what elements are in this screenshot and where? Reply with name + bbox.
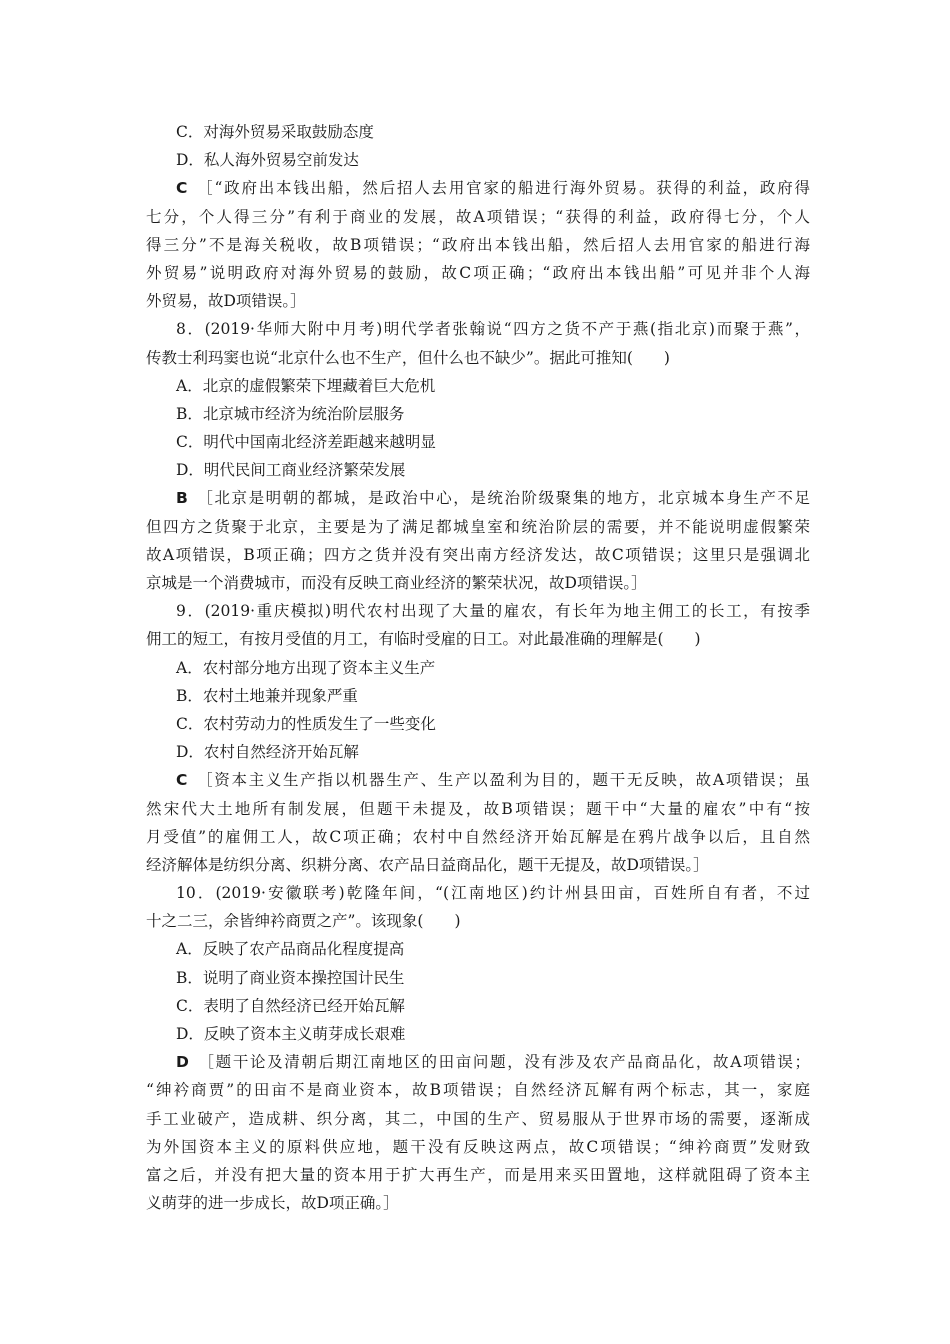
q7-explanation-line: 外贸易”说明政府对海外贸易的鼓励，故C项正确；“政府出本钱出船”可见并非个人海 [146, 263, 810, 282]
q9-explanation-line: 经济解体是纺织分离、织耕分离、农产品日益商品化，题干无提及，故D项错误。］ [146, 855, 709, 874]
q9-option-a: A．农村部分地方出现了资本主义生产 [176, 658, 436, 677]
q10-explanation-line: 手工业破产，造成耕、织分离，其二，中国的生产、贸易服从于世界市场的需要，逐渐成 [146, 1109, 810, 1128]
q10-option-d: D．反映了资本主义萌芽成长艰难 [176, 1025, 406, 1043]
q7-answer-letter: C [176, 179, 188, 198]
q8-answer-letter: B [176, 489, 188, 508]
q7-option-c: C．对海外贸易采取鼓励态度 [176, 123, 374, 141]
q7-explanation-line: 得三分”不是海关税收，故B项错误；“政府出本钱出船，然后招人去用官家的船进行海 [146, 235, 810, 254]
q9-option-b: B．农村土地兼并现象严重 [176, 686, 358, 705]
q9-explanation-line [146, 766, 810, 794]
q7-explanation-line: 七分，个人得三分”有利于商业的发展，故A项错误；“获得的利益，政府得七分，个人 [146, 207, 810, 226]
q10-explanation-line: 富之后，并没有把大量的资本用于扩大再生产，而是用来买田置地，这样就阻碍了资本主 [146, 1165, 810, 1184]
q7-option-d: D．私人海外贸易空前发达 [176, 151, 359, 170]
q10-explanation-line: “绅衿商贾”的田亩不是商业资本，故B项错误；自然经济瓦解有两个标志，其一，家庭 [146, 1081, 810, 1100]
q10-stem-line: 10．(2019·安徽联考)乾隆年间，“(江南地区)约计州县田亩，百姓所自有者，不过 [176, 884, 810, 903]
q9-option-c: C．农村劳动力的性质发生了一些变化 [176, 714, 436, 733]
q10-explanation-line: 为外国资本主义的原料供应地，题干没有反映这两点，故C项错误；“绅衿商贾”发财致 [146, 1137, 810, 1156]
q9-stem-line: 9．(2019·重庆模拟)明代农村出现了大量的雇农，有长年为地主佣工的长工，有按季 [176, 602, 810, 621]
q8-option-b: B．北京城市经济为统治阶层服务 [176, 404, 405, 423]
document-body [146, 118, 810, 1217]
q8-stem-line: 8．(2019·华师大附中月考)明代学者张翰说“四方之货不产于燕(指北京)而聚于燕”， [176, 320, 810, 339]
q10-explanation-line: 义萌芽的进一步成长，故D项正确。］ [146, 1194, 399, 1213]
q9-option-d: D．农村自然经济开始瓦解 [176, 743, 359, 762]
q8-explanation-line: 京城是一个消费城市，而没有反映工商业经济的繁荣状况，故D项错误。］ [146, 574, 647, 592]
q9-stem-line: 佣工的短工，有按月受值的月工，有临时受雇的日工。对此最准确的理解是( ) [146, 630, 701, 649]
q8-option-a: A．北京的虚假繁荣下埋藏着巨大危机 [176, 376, 436, 395]
q8-stem-line: 传教士利玛窦也说“北京什么也不生产，但什么也不缺少”。据此可推知( ) [146, 348, 670, 367]
q10-option-b: B．说明了商业资本操控国计民生 [176, 968, 405, 987]
q10-explanation-text: ［题干论及清朝后期江南地区的田亩问题，没有涉及农产品商品化，故A项错误； [196, 1053, 810, 1072]
q10-option-c: C．表明了自然经济已经开始瓦解 [176, 996, 405, 1015]
q8-explanation-line [146, 484, 810, 512]
q8-explanation-line: 故A项错误，B项正确；四方之货并没有突出南方经济发达，故C项错误；这里只是强调北 [146, 545, 810, 564]
q8-explanation-text: ［北京是明朝的都城，是政治中心，是统治阶级聚集的地方，北京城本身生产不足 [195, 489, 810, 508]
q9-answer-letter: C [176, 771, 188, 790]
q7-explanation-text: ［“政府出本钱出船，然后招人去用官家的船进行海外贸易。获得的利益，政府得 [195, 179, 810, 198]
q10-explanation-line [146, 1048, 810, 1076]
q9-explanation-line: 然宋代大土地所有制发展，但题干未提及，故B项错误；题干中“大量的雇农”中有“按 [146, 799, 810, 818]
q9-explanation-line: 月受值”的雇佣工人，故C项正确；农村中自然经济开始瓦解是在鸦片战争以后，且自然 [146, 827, 810, 846]
q8-explanation-line: 但四方之货聚于北京，主要是为了满足都城皇室和统治阶层的需要，并不能说明虚假繁荣 [146, 517, 810, 536]
q10-answer-letter: D [176, 1053, 189, 1072]
q7-explanation-line: 外贸易，故D项错误。］ [146, 292, 306, 311]
q10-option-a: A．反映了农产品商品化程度提高 [176, 940, 405, 959]
q8-option-c: C．明代中国南北经济差距越来越明显 [176, 433, 436, 452]
q9-explanation-text: ［资本主义生产指以机器生产、生产以盈利为目的，题干无反映，故A项错误；虽 [195, 771, 810, 790]
q8-option-d: D．明代民间工商业经济繁荣发展 [176, 461, 406, 480]
q7-explanation-line [146, 174, 810, 202]
q10-stem-line: 十之二三，余皆绅衿商贾之产”。该现象( ) [146, 912, 461, 931]
